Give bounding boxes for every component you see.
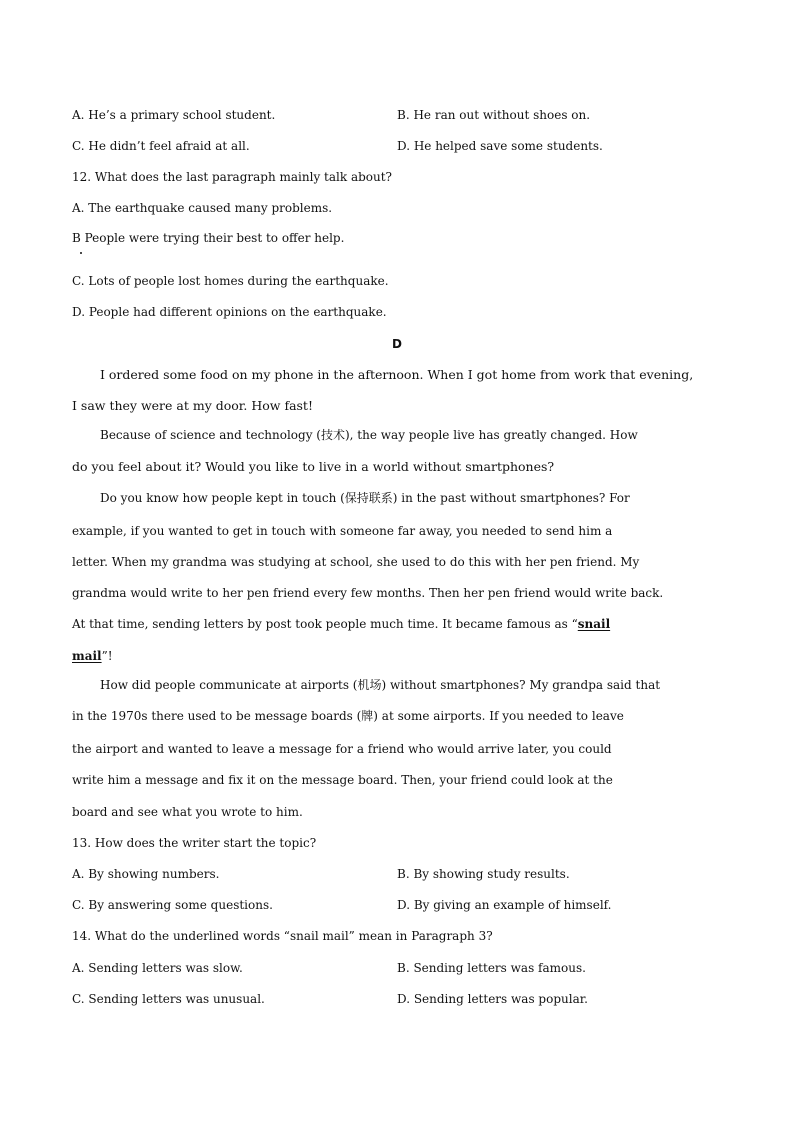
q14-question: 14. What do the underlined words “snail mail” mean in Paragraph 3? [72,929,493,943]
passage-p4-line4: write him a message and fix it on the message board. Then, your friend could look at the [72,773,613,787]
passage-p4-line5: board and see what you wrote to him. [72,805,303,819]
underlined-snail: snail [577,617,611,631]
q11-option-a: A. He’s a primary school student. [72,108,276,122]
q11-option-d: D. He helped save some students. [397,139,603,153]
q14-option-a: A. Sending letters was slow. [72,961,243,975]
q13-question: 13. How does the writer start the topic? [72,836,317,850]
passage-p2-line1: Because of science and technology (技术), the way people live has greatly changed. How [100,428,638,442]
q13-option-a: A. By showing numbers. [72,867,220,881]
passage-p3-line5 [72,616,610,632]
q12-option-a: A. The earthquake caused many problems. [72,201,333,215]
q14-option-b: B. Sending letters was famous. [397,961,586,975]
passage-p4-line2: in the 1970s there used to be message boards (牌) at some airports. If you needed to leave [72,709,624,723]
passage-p1-line1: I ordered some food on my phone in the afternoon. When I got home from work that evening, [100,367,694,382]
passage-p3-line6 [72,648,113,664]
q12-question: 12. What does the last paragraph mainly talk about? [72,170,392,184]
q12-option-b: B People were trying their best to offer help. [72,231,345,245]
passage-p3-line3: letter. When my grandma was studying at school, she used to do this with her pen friend. My [72,555,640,569]
q11-option-b: B. He ran out without shoes on. [397,108,591,122]
q12-option-c: C. Lots of people lost homes during the earthquake. [72,274,389,288]
q11-option-c: C. He didn’t feel afraid at all. [72,139,250,153]
passage-p3-line4: grandma would write to her pen friend every few months. Then her pen friend would write back. [72,586,664,600]
passage-p2-line2: do you feel about it? Would you like to live in a world without smartphones? [72,459,555,474]
underlined-mail: mail [72,649,102,663]
passage-p3-line2: example, if you wanted to get in touch with someone far away, you needed to send him a [72,524,613,538]
passage-p3-line1: Do you know how people kept in touch (保持联系) in the past without smartphones? For [100,491,630,505]
q13-option-d: D. By giving an example of himself. [397,898,612,912]
passage-p3-line6-text: ”! [101,649,113,663]
q14-option-d: D. Sending letters was popular. [397,992,588,1006]
q13-option-b: B. By showing study results. [397,867,570,881]
section-title: D [392,337,402,351]
passage-p1-line2: I saw they were at my door. How fast! [72,398,313,413]
passage-p4-line3: the airport and wanted to leave a message for a friend who would arrive later, you could [72,742,612,756]
q13-option-c: C. By answering some questions. [72,898,273,912]
q12-option-d: D. People had different opinions on the earthquake. [72,305,387,319]
passage-p3-line5-text: At that time, sending letters by post took people much time. It became famous as “ [72,617,578,631]
q14-option-c: C. Sending letters was unusual. [72,992,265,1006]
stray-dot [80,252,82,254]
passage-p4-line1: How did people communicate at airports (机场) without smartphones? My grandpa said that [100,678,661,692]
